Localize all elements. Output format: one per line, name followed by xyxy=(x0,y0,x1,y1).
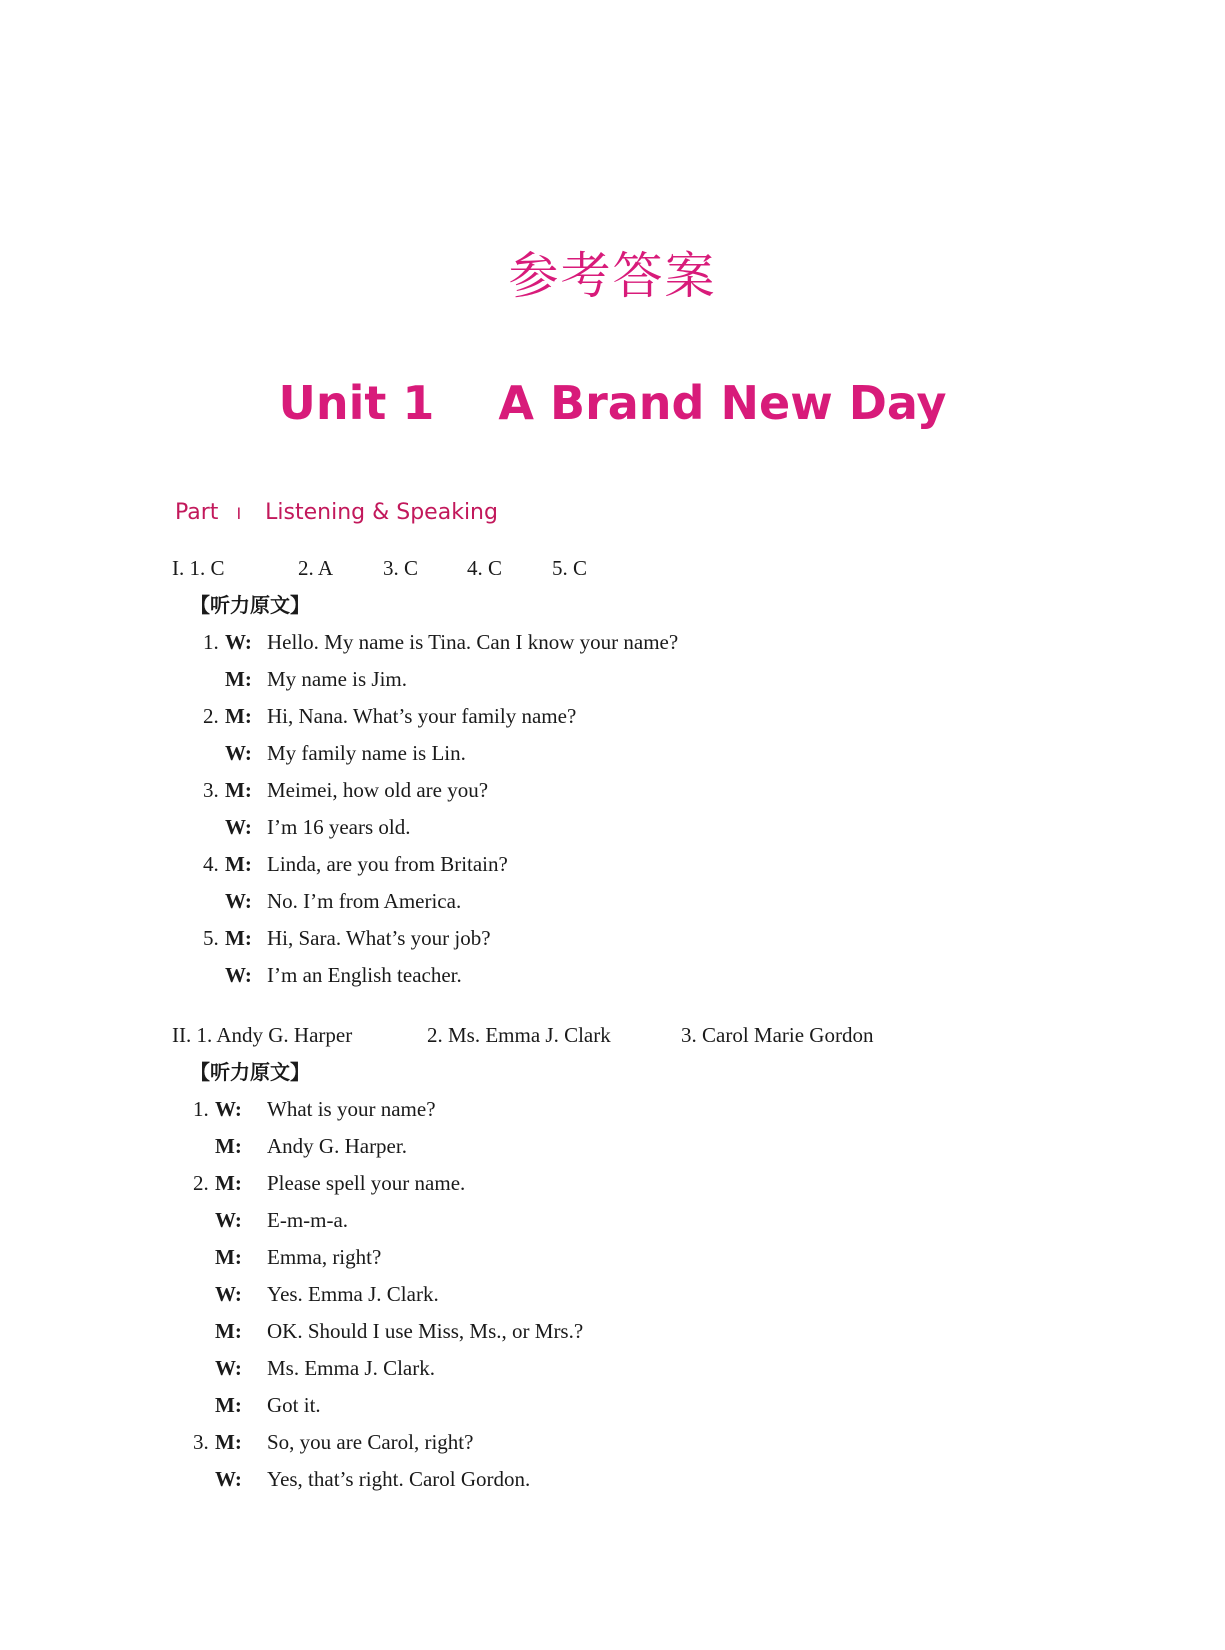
dialogue-line: I’m an English teacher. xyxy=(267,963,462,987)
speaker-label: W: xyxy=(225,889,252,913)
speaker-label: W: xyxy=(225,741,252,765)
speaker-label: W: xyxy=(215,1282,242,1306)
part-name: Listening & Speaking xyxy=(265,500,498,525)
speaker-label: W: xyxy=(215,1356,242,1380)
dialogue-line: Hi, Sara. What’s your job? xyxy=(267,926,491,950)
dialogue-line: Hi, Nana. What’s your family name? xyxy=(267,704,577,728)
speaker-label: M: xyxy=(225,926,252,950)
dialogue-number: 2. xyxy=(203,704,219,728)
answer-item: 2. A xyxy=(298,556,334,580)
part-roman-numeral: I xyxy=(236,504,242,523)
speaker-label: W: xyxy=(215,1208,242,1232)
speaker-label: M: xyxy=(215,1319,242,1343)
dialogue-line: Yes, that’s right. Carol Gordon. xyxy=(267,1467,531,1491)
answer-item: II. 1. Andy G. Harper xyxy=(172,1023,353,1047)
speaker-label: M: xyxy=(215,1171,242,1195)
dialogue-line: Ms. Emma J. Clark. xyxy=(267,1356,435,1380)
answer-item: I. 1. C xyxy=(172,556,225,580)
dialogue-line: Meimei, how old are you? xyxy=(267,778,489,802)
part-label: Part xyxy=(175,500,219,525)
answer-item: 3. C xyxy=(383,556,419,580)
dialogue-line: Yes. Emma J. Clark. xyxy=(267,1282,439,1306)
answer-item: 2. Ms. Emma J. Clark xyxy=(427,1023,611,1047)
dialogue-line: OK. Should I use Miss, Ms., or Mrs.? xyxy=(267,1319,584,1343)
speaker-label: M: xyxy=(225,778,252,802)
answer-item: 3. Carol Marie Gordon xyxy=(681,1023,874,1047)
unit-title: Unit 1 A Brand New Day xyxy=(278,376,947,430)
dialogue-line: My family name is Lin. xyxy=(267,741,466,765)
dialogue-line: Got it. xyxy=(267,1393,321,1417)
speaker-label: W: xyxy=(215,1097,242,1121)
dialogue-line: So, you are Carol, right? xyxy=(267,1430,474,1454)
transcript-label: 【听力原文】 xyxy=(190,593,310,617)
transcript-label: 【听力原文】 xyxy=(190,1060,310,1084)
speaker-label: M: xyxy=(215,1134,242,1158)
dialogue-line: I’m 16 years old. xyxy=(267,815,411,839)
speaker-label: W: xyxy=(225,630,252,654)
dialogue-number: 1. xyxy=(203,630,219,654)
dialogue-number: 3. xyxy=(193,1430,209,1454)
dialogue-line: Linda, are you from Britain? xyxy=(267,852,508,876)
dialogue-number: 1. xyxy=(193,1097,209,1121)
speaker-label: W: xyxy=(225,815,252,839)
answer-item: 5. C xyxy=(552,556,588,580)
dialogue-number: 2. xyxy=(193,1171,209,1195)
page-title: 参考答案 xyxy=(508,247,717,305)
dialogue-number: 3. xyxy=(203,778,219,802)
dialogue-line: What is your name? xyxy=(267,1097,436,1121)
dialogue-line: Emma, right? xyxy=(267,1245,382,1269)
dialogue-line: Hello. My name is Tina. Can I know your name? xyxy=(267,630,679,654)
answer-item: 4. C xyxy=(467,556,503,580)
dialogue-number: 5. xyxy=(203,926,219,950)
speaker-label: M: xyxy=(225,667,252,691)
dialogue-line: No. I’m from America. xyxy=(267,889,462,913)
part-heading xyxy=(175,500,498,525)
dialogue-line: Andy G. Harper. xyxy=(267,1134,407,1158)
speaker-label: M: xyxy=(225,852,252,876)
speaker-label: M: xyxy=(215,1430,242,1454)
dialogue-number: 4. xyxy=(203,852,219,876)
dialogue-line: E-m-m-a. xyxy=(267,1208,349,1232)
speaker-label: W: xyxy=(215,1467,242,1491)
dialogue-line: Please spell your name. xyxy=(267,1171,466,1195)
dialogue-line: My name is Jim. xyxy=(267,667,407,691)
speaker-label: W: xyxy=(225,963,252,987)
speaker-label: M: xyxy=(215,1245,242,1269)
speaker-label: M: xyxy=(225,704,252,728)
speaker-label: M: xyxy=(215,1393,242,1417)
